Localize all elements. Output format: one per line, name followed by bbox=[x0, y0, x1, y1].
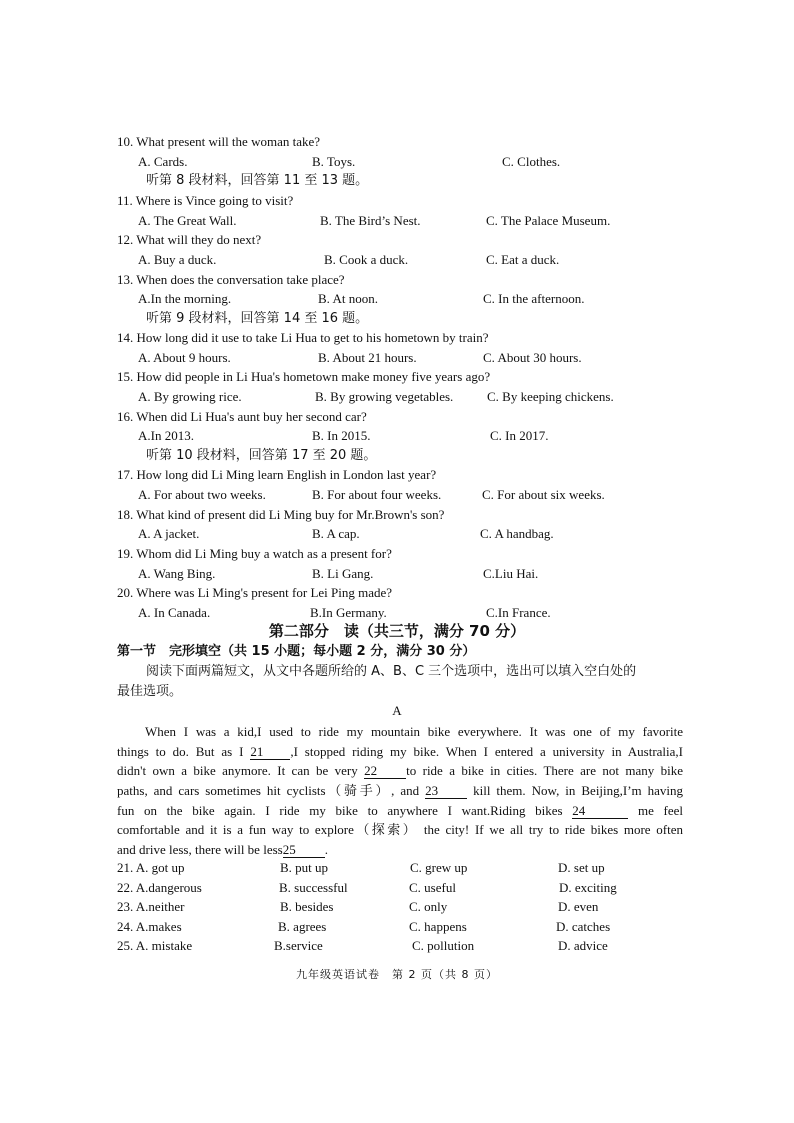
cloze-25-option-b: B.service bbox=[274, 938, 323, 953]
cloze-24-option-b: B. agrees bbox=[278, 919, 327, 934]
question-20-option-a: A. In Canada. bbox=[138, 605, 211, 620]
question-13-option-b: B. At noon. bbox=[318, 291, 378, 306]
cloze-25-option-c: C. pollution bbox=[412, 938, 475, 953]
question-11-option-c: C. The Palace Museum. bbox=[486, 213, 611, 228]
listening-note-9: 听第 9 段材料，回答第 14 至 16 题。 bbox=[146, 311, 369, 326]
cloze-23-option-d: D. even bbox=[558, 899, 599, 914]
passage-line-3 bbox=[117, 761, 683, 781]
passage-text: fun on the bike again. I ride my bike to anywhere I want.Riding bikes bbox=[117, 803, 563, 818]
question-12-option-a: A. Buy a duck. bbox=[138, 252, 217, 267]
question-14-option-c: C. About 30 hours. bbox=[483, 350, 582, 365]
question-10-option-c: C. Clothes. bbox=[502, 154, 561, 169]
question-17-option-c: C. For about six weeks. bbox=[482, 487, 605, 502]
page-footer: 九年级英语试卷 第 2 页（共 8 页） bbox=[296, 968, 498, 981]
blank-24: 24 bbox=[572, 804, 628, 819]
passage-text: the city! If we all try to ride bikes more often bbox=[423, 822, 683, 837]
question-16-option-a: A.In 2013. bbox=[138, 428, 194, 443]
passage-text: things to do. But as I bbox=[117, 744, 244, 759]
question-16-stem: 16. When did Li Hua's aunt buy her second car? bbox=[117, 409, 367, 424]
question-14-option-b: B. About 21 hours. bbox=[318, 350, 417, 365]
question-13-stem: 13. When does the conversation take place? bbox=[117, 272, 345, 287]
passage-text: didn't own a bike anymore. It can be very bbox=[117, 763, 358, 778]
passage-line-6 bbox=[117, 820, 683, 840]
cloze-21-option-d: D. set up bbox=[558, 860, 605, 875]
question-17-option-a: A. For about two weeks. bbox=[138, 487, 266, 502]
question-15-stem: 15. How did people in Li Hua's hometown make money five years ago? bbox=[117, 369, 491, 384]
passage-label: A bbox=[392, 703, 402, 718]
question-20-stem: 20. Where was Li Ming's present for Lei Ping made? bbox=[117, 585, 393, 600]
question-12-option-c: C. Eat a duck. bbox=[486, 252, 560, 267]
cloze-23-option-a: 23. A.neither bbox=[117, 899, 185, 914]
passage-text: ,I stopped riding my bike. When I entered a university in Australia,I bbox=[290, 744, 684, 759]
blank-22: 22 bbox=[364, 764, 406, 779]
cloze-22-option-a: 22. A.dangerous bbox=[117, 880, 202, 895]
question-18-stem: 18. What kind of present did Li Ming buy for Mr.Brown's son? bbox=[117, 507, 445, 522]
listening-note-10: 听第 10 段材料，回答第 17 至 20 题。 bbox=[146, 448, 377, 463]
question-19-option-b: B. Li Gang. bbox=[312, 566, 374, 581]
question-17-stem: 17. How long did Li Ming learn English in London last year? bbox=[117, 467, 437, 482]
passage-line-7 bbox=[117, 840, 683, 860]
question-18-option-a: A. A jacket. bbox=[138, 526, 200, 541]
question-17-option-b: B. For about four weeks. bbox=[312, 487, 442, 502]
passage-line-1 bbox=[117, 722, 683, 742]
question-10-stem: 10. What present will the woman take? bbox=[117, 134, 321, 149]
question-11-option-a: A. The Great Wall. bbox=[138, 213, 237, 228]
instruction-line-1: 阅读下面两篇短文，从文中各题所给的 A、B、C 三个选项中，选出可以填入空白处的 bbox=[146, 664, 637, 679]
question-12-option-b: B. Cook a duck. bbox=[324, 252, 409, 267]
blank-25: 25 bbox=[283, 843, 325, 858]
passage-text: . bbox=[324, 842, 328, 857]
question-19-option-a: A. Wang Bing. bbox=[138, 566, 216, 581]
cloze-22-option-b: B. successful bbox=[279, 880, 348, 895]
blank-21: 21 bbox=[250, 745, 290, 760]
passage-text: paths, and cars sometimes hit cyclists（骑手）, and bbox=[117, 783, 420, 798]
blank-23: 23 bbox=[425, 784, 467, 799]
section-one-title: 第一节 完形填空（共 15 小题；每小题 2 分，满分 30 分） bbox=[117, 644, 476, 659]
cloze-24-option-d: D. catches bbox=[556, 919, 611, 934]
cloze-23-option-c: C. only bbox=[409, 899, 448, 914]
cloze-24-option-a: 24. A.makes bbox=[117, 919, 182, 934]
cloze-21-option-b: B. put up bbox=[280, 860, 329, 875]
question-20-option-c: C.In France. bbox=[486, 605, 551, 620]
cloze-22-option-c: C. useful bbox=[409, 880, 456, 895]
passage-text: to ride a bike in cities. There are not many bike bbox=[406, 763, 684, 778]
cloze-21-option-a: 21. A. got up bbox=[117, 860, 185, 875]
question-13-option-a: A.In the morning. bbox=[138, 291, 232, 306]
passage-text: comfortable and it is a fun way to explore（探索） bbox=[117, 822, 419, 837]
passage-text: kill them. Now, in Beijing,I’m having bbox=[473, 783, 684, 798]
question-12-stem: 12. What will they do next? bbox=[117, 232, 262, 247]
cloze-21-option-c: C. grew up bbox=[410, 860, 468, 875]
question-16-option-c: C. In 2017. bbox=[490, 428, 549, 443]
passage-text: me feel bbox=[637, 803, 684, 818]
part-two-title: 第二部分 读（共三节，满分 70 分） bbox=[268, 622, 526, 640]
listening-note-8: 听第 8 段材料，回答第 11 至 13 题。 bbox=[146, 173, 369, 188]
cloze-24-option-c: C. happens bbox=[409, 919, 467, 934]
question-15-option-a: A. By growing rice. bbox=[138, 389, 242, 404]
cloze-25-option-d: D. advice bbox=[558, 938, 608, 953]
question-20-option-b: B.In Germany. bbox=[310, 605, 387, 620]
question-15-option-c: C. By keeping chickens. bbox=[487, 389, 614, 404]
question-10-option-a: A. Cards. bbox=[138, 154, 188, 169]
passage-line-5 bbox=[117, 801, 683, 821]
question-11-stem: 11. Where is Vince going to visit? bbox=[117, 193, 294, 208]
question-11-option-b: B. The Bird’s Nest. bbox=[320, 213, 421, 228]
question-13-option-c: C. In the afternoon. bbox=[483, 291, 585, 306]
instruction-line-2: 最佳选项。 bbox=[117, 684, 183, 699]
cloze-25-option-a: 25. A. mistake bbox=[117, 938, 193, 953]
cloze-22-option-d: D. exciting bbox=[559, 880, 617, 895]
question-15-option-b: B. By growing vegetables. bbox=[315, 389, 454, 404]
question-10-option-b: B. Toys. bbox=[312, 154, 356, 169]
question-19-stem: 19. Whom did Li Ming buy a watch as a present for? bbox=[117, 546, 392, 561]
question-18-option-b: B. A cap. bbox=[312, 526, 360, 541]
passage-text: When I was a kid,I used to ride my mountain bike everywhere. It was one of my favorite bbox=[145, 724, 683, 739]
passage-text: and drive less, there will be less bbox=[117, 842, 283, 857]
question-19-option-c: C.Liu Hai. bbox=[483, 566, 539, 581]
passage-line-4 bbox=[117, 781, 683, 801]
question-14-option-a: A. About 9 hours. bbox=[138, 350, 231, 365]
cloze-23-option-b: B. besides bbox=[280, 899, 334, 914]
passage-line-2 bbox=[117, 742, 683, 762]
question-16-option-b: B. In 2015. bbox=[312, 428, 371, 443]
question-18-option-c: C. A handbag. bbox=[480, 526, 554, 541]
question-14-stem: 14. How long did it use to take Li Hua to get to his hometown by train? bbox=[117, 330, 489, 345]
